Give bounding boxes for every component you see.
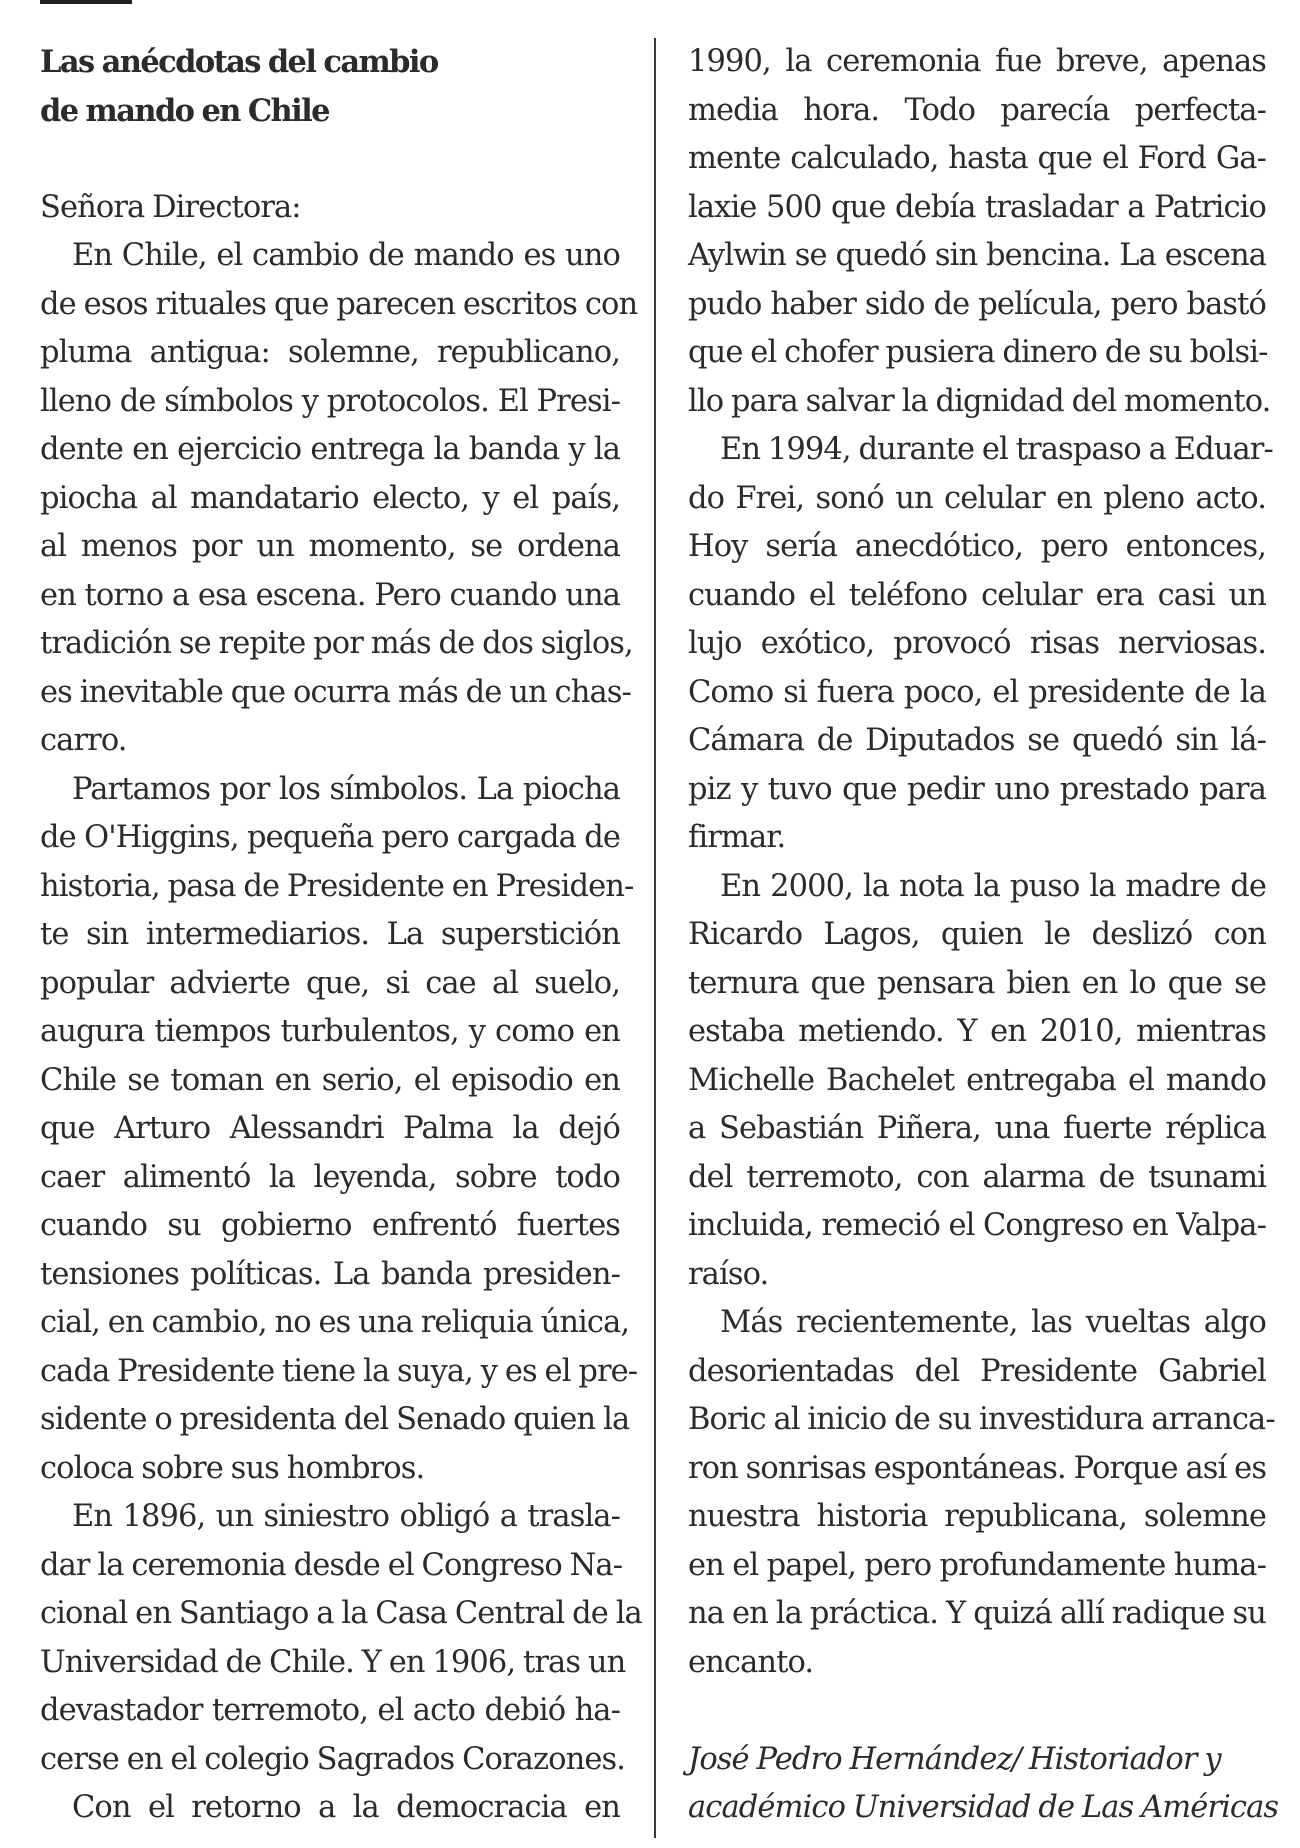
body-line: en torno a esa escena. Pero cuando una [40, 577, 620, 613]
body-line: Chile se toman en serio, el episodio en [40, 1062, 620, 1098]
signature-line-2: académico Universidad de Las Américas [688, 1790, 1279, 1825]
body-line: Como si fuera poco, el presidente de la [688, 674, 1266, 710]
body-line: piz y tuvo que pedir uno prestado para [688, 771, 1266, 807]
body-line: Universidad de Chile. Y en 1906, tras un [40, 1644, 626, 1680]
body-line: pudo haber sido de película, pero bastó [688, 286, 1266, 322]
body-line: que Arturo Alessandri Palma la dejó [40, 1111, 620, 1146]
body-line: cial, en cambio, no es una reliquia única, [40, 1305, 630, 1340]
body-line: cerse en el colegio Sagrados Corazones. [40, 1741, 626, 1777]
body-line: dente en ejercicio entrega la banda y la [40, 432, 620, 467]
body-line: de O'Higgins, pequeña pero cargada de [40, 820, 620, 855]
body-line: augura tiempos turbulentos, y como en [40, 1014, 620, 1049]
body-line: Aylwin se quedó sin bencina. La escena [688, 238, 1266, 273]
body-line: pluma antigua: solemne, republicano, [40, 335, 620, 370]
body-line: na en la práctica. Y quizá allí radique su [688, 1596, 1266, 1631]
body-line: piocha al mandatario electo, y el país, [40, 480, 620, 516]
body-line: ternura que pensara bien en lo que se [688, 965, 1266, 1001]
article-title-line-2: de mando en Chile [40, 92, 329, 129]
body-line: dar la ceremonia desde el Congreso Na- [40, 1547, 623, 1583]
body-line: Con el retorno a la democracia en [72, 1790, 620, 1825]
article-title-line-1: Las anécdotas del cambio [40, 44, 438, 80]
body-line: media hora. Todo parecía perfecta- [688, 92, 1266, 128]
body-line: popular advierte que, si cae al suelo, [40, 965, 620, 1001]
body-line: historia, pasa de Presidente en Presiden- [40, 868, 634, 904]
body-line: te sin intermediarios. La superstición [40, 917, 620, 952]
body-line: es inevitable que ocurra más de un chas- [40, 674, 631, 710]
body-line: en el papel, pero profundamente huma- [688, 1547, 1266, 1583]
salutation: Señora Directora: [40, 189, 301, 225]
body-line: En 2000, la nota la puso la madre de [720, 868, 1266, 904]
body-line: incluida, remeció el Congreso en Valpa- [688, 1208, 1266, 1243]
body-line: llo para salvar la dignidad del momento. [688, 383, 1271, 419]
body-line: de esos rituales que parecen escritos con [40, 286, 638, 322]
body-line: En 1994, durante el traspaso a Eduar- [720, 432, 1273, 467]
body-line: En 1896, un siniestro obligó a trasla- [72, 1499, 620, 1534]
body-line: firmar. [688, 820, 786, 855]
body-line: cuando el teléfono celular era casi un [688, 577, 1266, 613]
body-line: cada Presidente tiene la suya, y es el pre- [40, 1353, 638, 1389]
body-line: coloca sobre sus hombros. [40, 1450, 425, 1486]
right-column [688, 38, 1279, 1833]
body-line: encanto. [688, 1644, 814, 1680]
body-line: tensiones políticas. La banda presiden- [40, 1256, 620, 1292]
body-line: lujo exótico, provocó risas nerviosas. [688, 626, 1266, 661]
column-divider [654, 38, 656, 1838]
body-line: que el chofer pusiera dinero de su bolsi- [688, 335, 1268, 370]
body-line: do Frei, sonó un celular en pleno acto. [688, 480, 1266, 516]
body-line: nuestra historia republicana, solemne [688, 1499, 1266, 1534]
body-line: estaba metiendo. Y en 2010, mientras [688, 1014, 1266, 1049]
body-line: caer alimentó la leyenda, sobre todo [40, 1159, 620, 1195]
body-line: al menos por un momento, se ordena [40, 529, 620, 564]
body-line: raíso. [688, 1256, 769, 1292]
left-column [40, 38, 642, 1833]
body-line: Boric al inicio de su investidura arranca- [688, 1402, 1275, 1437]
top-rule [40, 0, 132, 4]
body-line: desorientadas del Presidente Gabriel [688, 1353, 1266, 1389]
signature-line-1: José Pedro Hernández/ Historiador y [688, 1741, 1221, 1777]
body-line: carro. [40, 723, 127, 758]
body-line: laxie 500 que debía trasladar a Patricio [688, 189, 1266, 225]
body-line: 1990, la ceremonia fue breve, apenas [688, 44, 1266, 79]
body-line: cional en Santiago a la Casa Central de la [40, 1596, 642, 1631]
body-line: Partamos por los símbolos. La piocha [72, 771, 620, 807]
body-line: ron sonrisas espontáneas. Porque así es [688, 1450, 1267, 1486]
body-line: Ricardo Lagos, quien le deslizó con [688, 917, 1266, 952]
body-line: En Chile, el cambio de mando es uno [72, 238, 620, 273]
body-line: mente calculado, hasta que el Ford Ga- [688, 141, 1266, 176]
spacer [688, 1687, 1266, 1736]
body-line: lleno de símbolos y protocolos. El Presi- [40, 383, 620, 419]
body-line: Hoy sería anecdótico, pero entonces, [688, 529, 1266, 564]
body-line: sidente o presidenta del Senado quien la [40, 1402, 630, 1437]
body-line: devastador terremoto, el acto debió ha- [40, 1693, 620, 1728]
body-line: a Sebastián Piñera, una fuerte réplica [688, 1111, 1266, 1146]
body-line: tradición se repite por más de dos siglos, [40, 626, 633, 661]
body-line: del terremoto, con alarma de tsunami [688, 1159, 1266, 1195]
body-line: cuando su gobierno enfrentó fuertes [40, 1208, 620, 1243]
body-line: Más recientemente, las vueltas algo [720, 1305, 1266, 1340]
body-line: Michelle Bachelet entregaba el mando [688, 1062, 1266, 1098]
body-line: Cámara de Diputados se quedó sin lá- [688, 723, 1266, 758]
spacer [40, 135, 620, 184]
